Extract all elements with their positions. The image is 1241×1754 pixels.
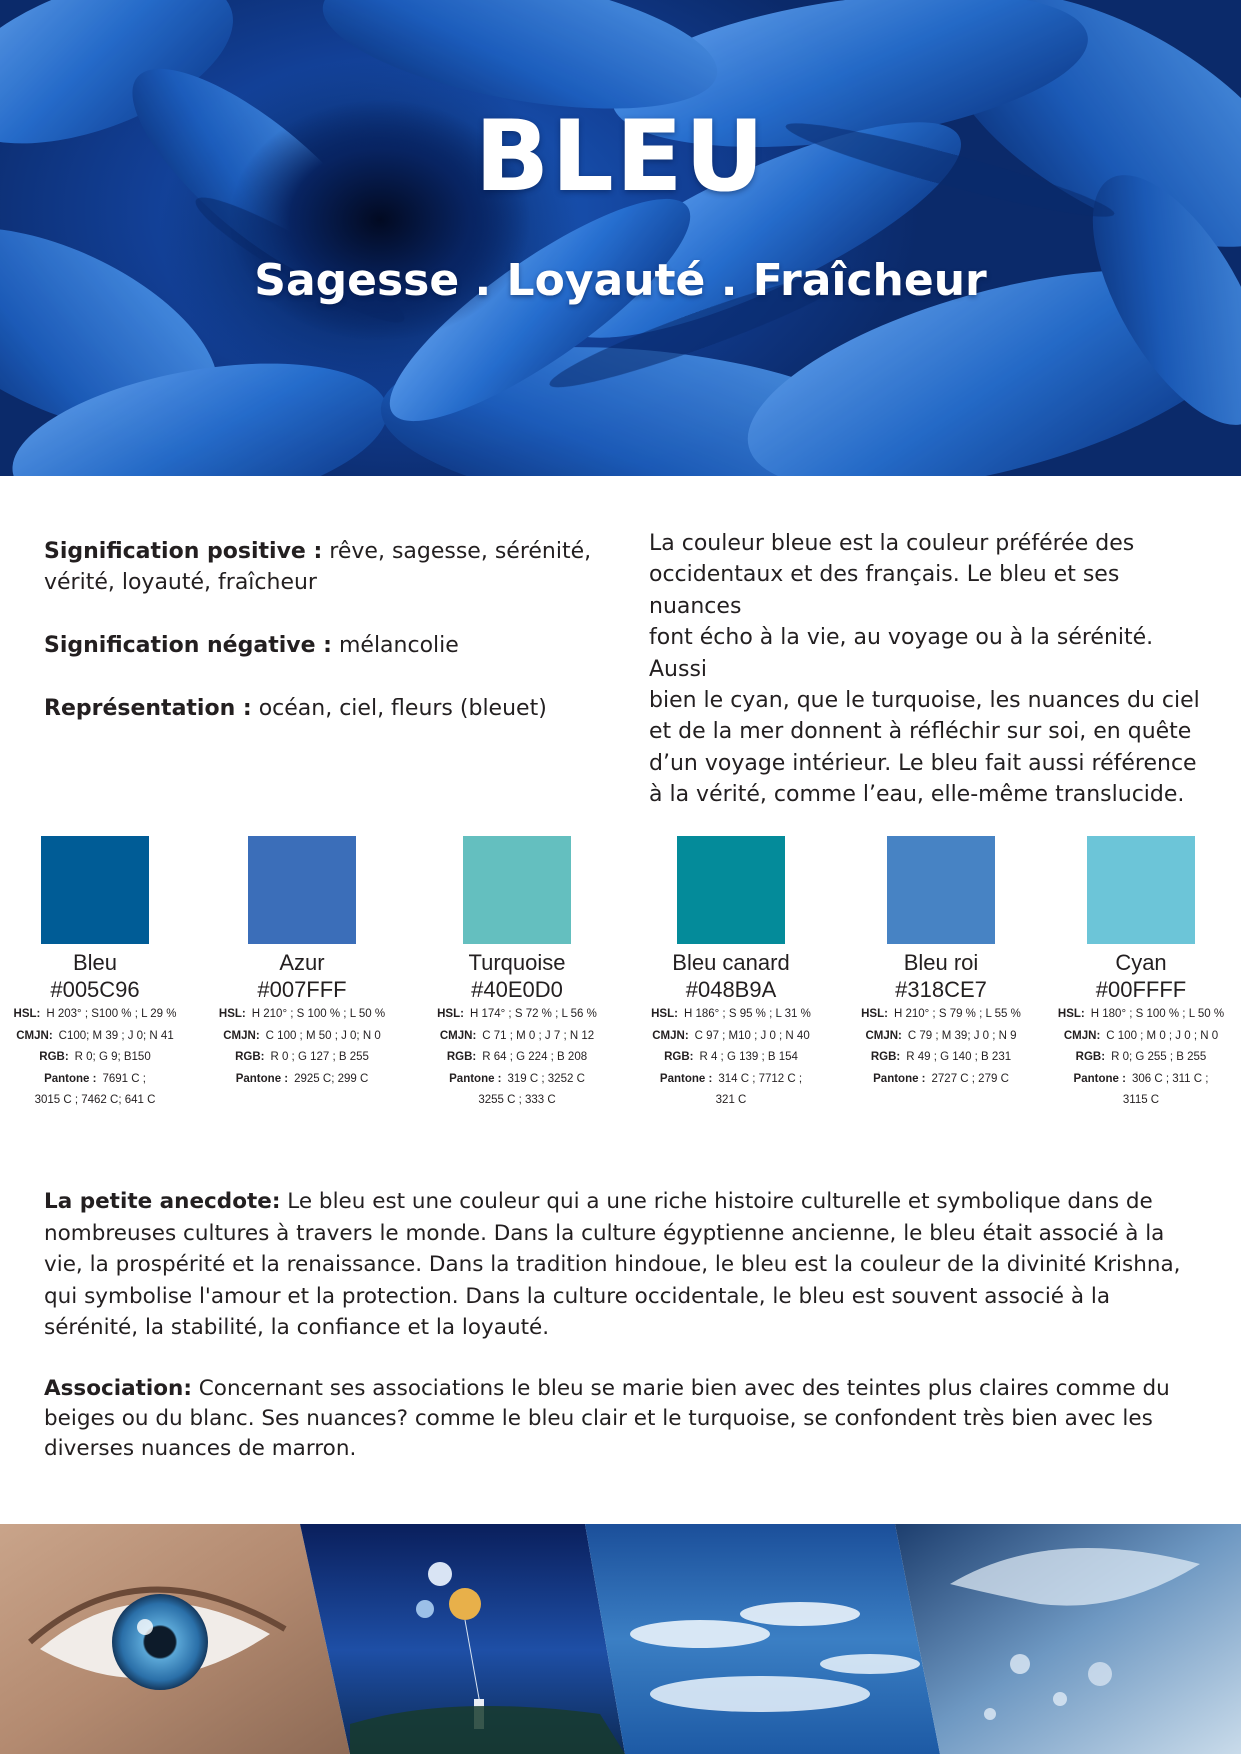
swatch-pantone	[636, 1069, 826, 1091]
hsl-value: H 174° ; S 72 % ; L 56 %	[469, 1008, 597, 1020]
swatch-rgb	[422, 1047, 612, 1069]
rgb-value: R 64 ; G 224 ; B 208	[482, 1051, 588, 1063]
intro-paragraph	[649, 528, 1209, 811]
rgb-label: RGB:	[446, 1051, 477, 1063]
anecdote-text: Le bleu est une couleur qui a une riche histoire culturelle et symbolique dans de nombreuses cultures à travers le monde. Dans la culture égyptienne ancienne, le bleu était associé à la vie, la prospérité et la renaissance. Dans la tradition hindoue, le bleu est la couleur de la divinité Krishna, qui symbolise l'amour et la protection. Dans la culture occidentale, le bleu est souvent associé à la sérénité, la stabilité, la confiance et la loyauté.	[44, 1189, 1181, 1340]
swatch-cmjn	[0, 1026, 190, 1048]
cmjn-label: CMJN:	[16, 1029, 53, 1042]
negative-meaning	[44, 630, 604, 661]
pantone-value: 314 C ; 7712 C ;	[718, 1072, 803, 1085]
positive-meaning-label: Signification positive :	[44, 539, 323, 564]
swatch-pantone	[1046, 1069, 1236, 1091]
swatch-cmjn	[846, 1026, 1036, 1048]
hsl-value: H 210° ; S 79 % ; L 55 %	[893, 1008, 1021, 1020]
cmjn-label: CMJN:	[439, 1029, 477, 1042]
positive-meaning-text-2: vérité, loyauté, fraîcheur	[44, 570, 317, 595]
swatch-bleu-roi	[846, 836, 1036, 1090]
intro-line: bien le cyan, que le turquoise, les nuances du ciel	[649, 688, 1200, 714]
swatch-rgb	[846, 1047, 1036, 1069]
cmjn-value: C100; M 39 ; J 0; N 41	[58, 1029, 174, 1042]
swatch-cmjn	[1046, 1026, 1236, 1048]
rgb-label: RGB:	[1075, 1051, 1106, 1063]
hero-subtitle: Sagesse . Loyauté . Fraîcheur	[254, 255, 987, 306]
cmjn-label: CMJN:	[1063, 1029, 1101, 1042]
association-paragraph	[44, 1374, 1204, 1464]
color-chip	[463, 836, 571, 944]
color-chip	[887, 836, 995, 944]
swatch-hex: #048B9A	[685, 977, 777, 1002]
cmjn-value: C 97 ; M10 ; J 0 ; N 40	[694, 1029, 810, 1042]
color-chip	[677, 836, 785, 944]
swatch-cmjn	[422, 1026, 612, 1048]
rgb-label: RGB:	[235, 1051, 265, 1063]
hsl-label: HSL:	[651, 1008, 678, 1020]
association-text: Concernant ses associations le bleu se marie bien avec des teintes plus claires comme du beiges ou du blanc. Ses nuances? comme le bleu clair et le turquoise, se confondent très bien avec les diverses nuances de marron.	[44, 1376, 1170, 1461]
intro-line: d’un voyage intérieur. Le bleu fait aussi référence	[649, 750, 1197, 776]
anecdote-label: La petite anecdote:	[44, 1189, 281, 1214]
swatch-pantone-2: 3015 C ; 7462 C; 641 C	[34, 1094, 156, 1106]
swatch-rgb	[0, 1047, 190, 1069]
hsl-value: H 210° ; S 100 % ; L 50 %	[251, 1008, 386, 1020]
rgb-label: RGB:	[664, 1051, 694, 1063]
swatch-cmjn	[207, 1026, 397, 1048]
swatch-hsl	[846, 1004, 1036, 1026]
swatch-pantone-2: 3115 C	[1122, 1094, 1160, 1106]
swatch-pantone	[0, 1069, 190, 1091]
rgb-label: RGB:	[870, 1051, 901, 1063]
swatch-hex: #007FFF	[257, 977, 347, 1002]
pantone-label: Pantone :	[873, 1072, 926, 1085]
cmjn-label: CMJN:	[865, 1029, 902, 1042]
hsl-label: HSL:	[13, 1008, 41, 1020]
pantone-value: 2925 C; 299 C	[294, 1072, 369, 1085]
hsl-value: H 203° ; S100 % ; L 29 %	[46, 1008, 177, 1020]
swatch-hsl	[422, 1004, 612, 1026]
rgb-value: R 0 ; G 127 ; B 255	[270, 1051, 369, 1063]
swatch-rgb	[207, 1047, 397, 1069]
hsl-value: H 186° ; S 95 % ; L 31 %	[683, 1008, 811, 1020]
negative-meaning-label: Signification négative :	[44, 633, 332, 658]
color-chip	[1087, 836, 1195, 944]
hsl-label: HSL:	[1057, 1008, 1085, 1020]
swatch-hsl	[636, 1004, 826, 1026]
pantone-value: 2727 C ; 279 C	[931, 1072, 1009, 1085]
hsl-label: HSL:	[437, 1008, 464, 1020]
cmjn-label: CMJN:	[652, 1029, 689, 1042]
association-label: Association:	[44, 1376, 192, 1401]
swatch-pantone-2: 321 C	[715, 1094, 747, 1106]
meanings-block	[44, 536, 604, 756]
pantone-label: Pantone :	[449, 1072, 502, 1085]
swatch-rgb	[1046, 1047, 1236, 1069]
photo-strip	[0, 1524, 1241, 1754]
swatch-turquoise	[422, 836, 612, 1112]
rgb-value: R 0; G 255 ; B 255	[1111, 1051, 1207, 1063]
swatch-bleu-canard	[636, 836, 826, 1112]
swatch-rgb	[636, 1047, 826, 1069]
pantone-value: 306 C ; 311 C ;	[1131, 1072, 1209, 1085]
intro-line: font écho à la vie, au voyage ou à la sérénité. Aussi	[649, 625, 1154, 682]
rgb-value: R 49 ; G 140 ; B 231	[906, 1051, 1012, 1063]
intro-line: La couleur bleue est la couleur préférée des	[649, 531, 1135, 556]
swatch-name: Turquoise	[468, 950, 566, 975]
rgb-value: R 0; G 9; B150	[74, 1051, 151, 1063]
swatch-bleu	[0, 836, 190, 1112]
hsl-label: HSL:	[861, 1008, 888, 1020]
color-chip	[248, 836, 356, 944]
swatch-hsl	[1046, 1004, 1236, 1026]
pantone-label: Pantone :	[659, 1072, 713, 1085]
swatch-pantone-2: 3255 C ; 333 C	[478, 1094, 556, 1106]
swatch-cmjn	[636, 1026, 826, 1048]
anecdote-paragraph	[44, 1186, 1204, 1344]
pantone-label: Pantone :	[1073, 1072, 1126, 1085]
swatch-pantone	[846, 1069, 1036, 1091]
photo-collage	[0, 1524, 1241, 1754]
representation	[44, 693, 604, 724]
hero-banner	[0, 0, 1241, 476]
cmjn-label: CMJN:	[223, 1029, 260, 1042]
swatch-azur	[207, 836, 397, 1090]
swatch-pantone	[207, 1069, 397, 1091]
intro-line: à la vérité, comme l’eau, elle-même translucide.	[649, 782, 1185, 808]
hsl-label: HSL:	[218, 1008, 246, 1020]
hsl-value: H 180° ; S 100 % ; L 50 %	[1090, 1008, 1225, 1020]
cmjn-value: C 100 ; M 0 ; J 0 ; N 0	[1106, 1029, 1219, 1042]
swatch-name: Bleu	[72, 950, 118, 975]
representation-text: océan, ciel, fleurs (bleuet)	[251, 696, 547, 721]
swatch-hsl	[207, 1004, 397, 1026]
swatch-cyan	[1046, 836, 1236, 1112]
swatch-pantone	[422, 1069, 612, 1091]
pantone-label: Pantone :	[235, 1072, 289, 1085]
intro-line: et de la mer donnent à réfléchir sur soi, en quête	[649, 719, 1192, 745]
hero-title: BLEU	[474, 100, 767, 214]
swatch-hsl	[0, 1004, 190, 1026]
cmjn-value: C 100 ; M 50 ; J 0; N 0	[265, 1029, 381, 1042]
pantone-label: Pantone :	[44, 1072, 97, 1085]
rgb-label: RGB:	[39, 1051, 69, 1063]
negative-meaning-text: mélancolie	[331, 633, 459, 658]
pantone-value: 7691 C ;	[102, 1072, 146, 1085]
rgb-value: R 4 ; G 139 ; B 154	[699, 1051, 798, 1063]
pantone-value: 319 C ; 3252 C	[507, 1072, 585, 1085]
swatch-name: Azur	[279, 950, 325, 975]
swatch-hex: #40E0D0	[471, 977, 563, 1002]
cmjn-value: C 71 ; M 0 ; J 7 ; N 12	[482, 1029, 595, 1042]
swatch-hex: #00FFFF	[1095, 977, 1187, 1002]
positive-meaning-text: rêve, sagesse, sérénité,	[322, 539, 592, 564]
color-chip	[41, 836, 149, 944]
swatch-name: Bleu canard	[672, 950, 790, 975]
cmjn-value: C 79 ; M 39; J 0 ; N 9	[907, 1029, 1017, 1042]
representation-label: Représentation :	[44, 696, 252, 721]
swatch-name: Bleu roi	[903, 950, 979, 975]
swatch-hex: #005C96	[50, 977, 140, 1002]
positive-meaning	[44, 536, 604, 598]
swatch-hex: #318CE7	[895, 977, 987, 1002]
intro-line: occidentaux et des français. Le bleu et ses nuances	[649, 562, 1120, 619]
swatch-name: Cyan	[1115, 950, 1167, 975]
blue-flower-image	[0, 0, 1241, 476]
